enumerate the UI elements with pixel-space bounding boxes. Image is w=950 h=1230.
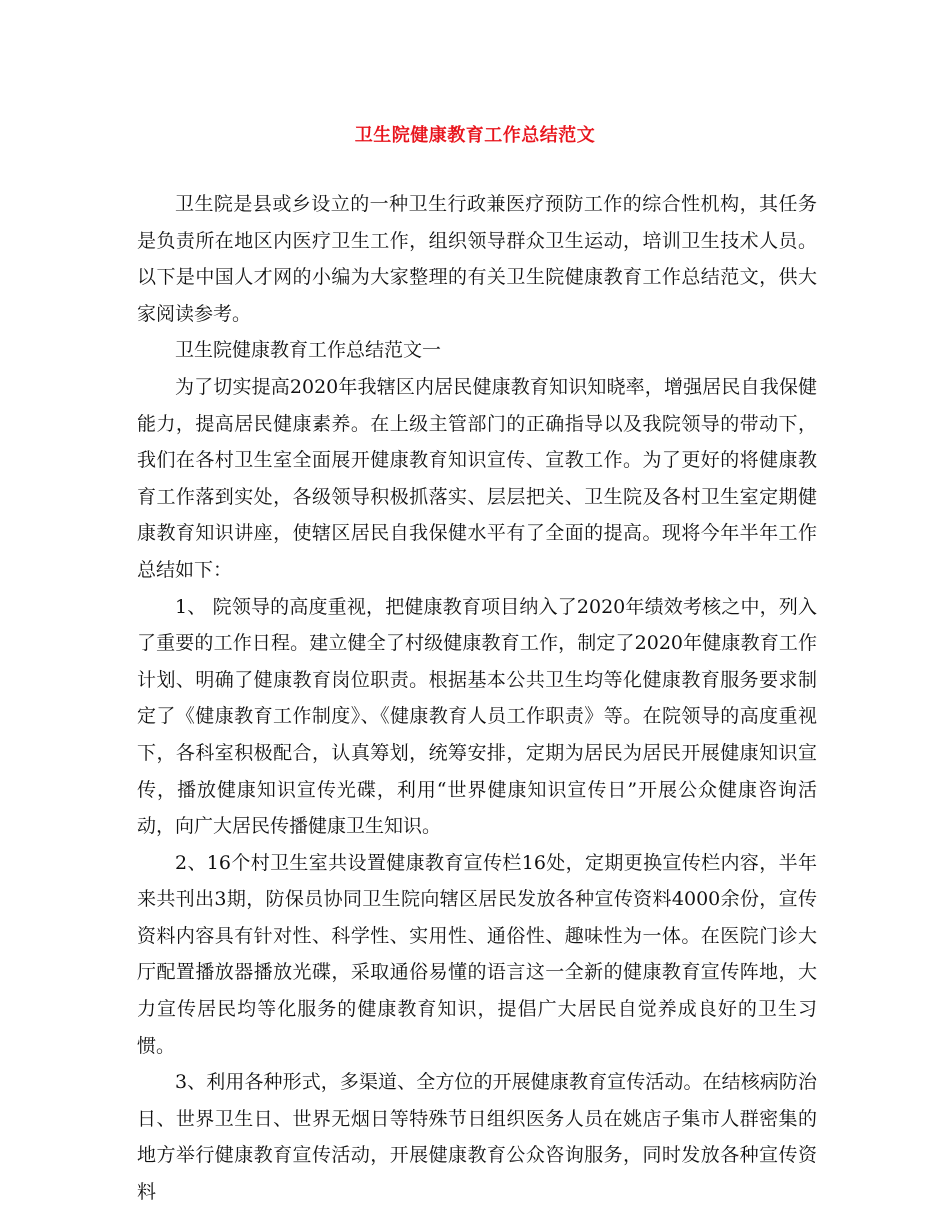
body-paragraph: 2、16个村卫生室共设置健康教育宣传栏16处，定期更换宣传栏内容，半年来共刊出3期，防保员协同卫生院向辖区居民发放各种宣传资料4000余份，宣传资料内容具有针对性、科学性、实用性、通俗性、趣味性为一体。在医院门诊大厅配置播放器播放光碟，采取通俗易懂的语言这一全新的健康教育宣传阵地，大力宣传居民均等化服务的健康教育知识，提倡广大居民自觉养成良好的卫生习惯。 (137, 851, 817, 1057)
body-paragraph: 1、 院领导的高度重视，把健康教育项目纳入了2020年绩效考核之中，列入了重要的工作日程。建立健全了村级健康教育工作，制定了2020年健康教育工作计划、明确了健康教育岗位职责。根据基本公共卫生均等化健康教育服务要求制定了《健康教育工作制度》、《健康教育人员工作职责》等。在院领导的高度重视下，各科室积极配合，认真筹划，统筹安排，定期为居民为居民开展健康知识宣传，播放健康知识宣传光碟，利用“世界健康知识宣传日”开展公众健康咨询活动，向广大居民传播健康卫生知识。 (137, 595, 817, 838)
body-paragraph: 为了切实提高2020年我辖区内居民健康教育知识知晓率，增强居民自我保健能力，提高居民健康素养。在上级主管部门的正确指导以及我院领导的带动下，我们在各村卫生室全面展开健康教育知识宣传、宣教工作。为了更好的将健康教育工作落到实处，各级领导积极抓落实、层层把关、卫生院及各村卫生室定期健康教育知识讲座，使辖区居民自我保健水平有了全面的提高。现将今年半年工作总结如下： (137, 375, 817, 581)
body-paragraph: 3、利用各种形式，多渠道、全方位的开展健康教育宣传活动。在结核病防治日、世界卫生日、世界无烟日等特殊节日组织医务人员在姚店子集市人群密集的地方举行健康教育宣传活动，开展健康教育公众咨询服务，同时发放各种宣传资料 (137, 1071, 817, 1204)
section-heading: 卫生院健康教育工作总结范文一 (175, 339, 442, 362)
intro-paragraph: 卫生院是县或乡设立的一种卫生行政兼医疗预防工作的综合性机构，其任务是负责所在地区内医疗卫生工作，组织领导群众卫生运动，培训卫生技术人员。以下是中国人才网的小编为大家整理的有关卫生院健康教育工作总结范文，供大家阅读参考。 (137, 193, 817, 325)
document-body (137, 186, 817, 1211)
document-title: 卫生院健康教育工作总结范文 (354, 125, 596, 146)
